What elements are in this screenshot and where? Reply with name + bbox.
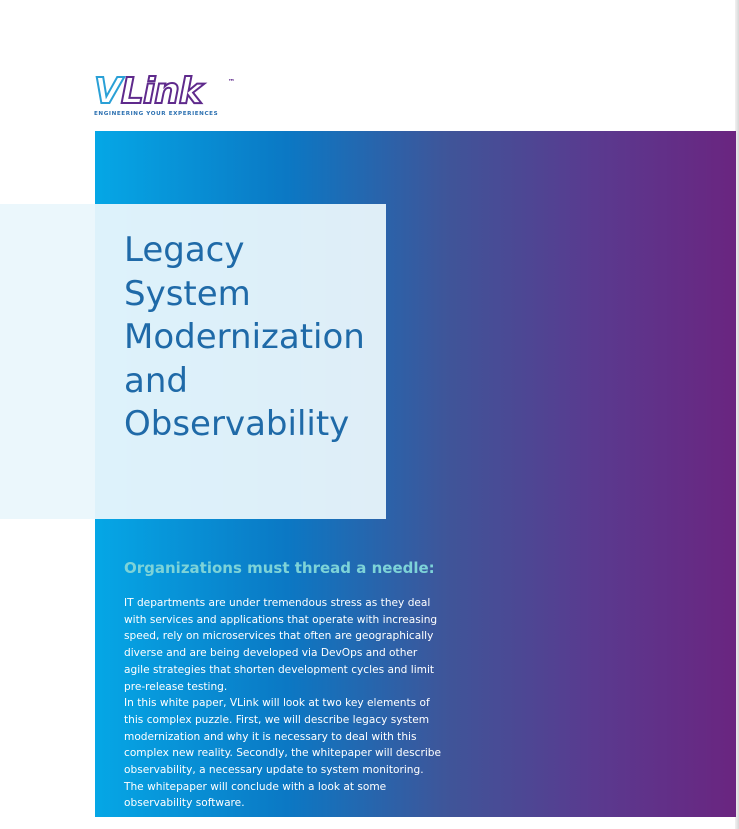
vlink-logo: [94, 71, 235, 117]
title-line: Legacy: [124, 230, 245, 270]
intro-paragraph: In this white paper, VLink will look at two key elements of this complex puzzle. First, we will describe legacy system modernization and why it is necessary to deal with this complex new reality. Secondly, the whitepaper will describe observability, a necessary update to system monitoring. The whitepaper will conclude with a look at some observability software.: [124, 697, 442, 810]
title-line: and: [124, 360, 188, 401]
logo-mark-link: Link: [120, 71, 202, 112]
section-subtitle: Organizations must thread a needle:: [124, 559, 435, 577]
logo-wordmark: [94, 71, 202, 112]
intro-paragraph: IT departments are under tremendous stress as they deal with services and applications that operate with increasing speed, rely on microservices that often are geographically diverse and are being developed via DevOps and other agile strategies that shorten development cycles and limit pre-release testing.: [124, 597, 438, 693]
logo-mark-v: V: [94, 71, 121, 112]
document-title: [124, 229, 386, 447]
title-line: Observability: [124, 404, 350, 444]
logo-tagline: ENGINEERING YOUR EXPERIENCES: [94, 111, 219, 117]
logo-trademark: ™: [228, 78, 235, 86]
intro-body: [124, 595, 444, 812]
title-line: Modernization: [124, 317, 365, 357]
title-line: System: [124, 273, 251, 314]
